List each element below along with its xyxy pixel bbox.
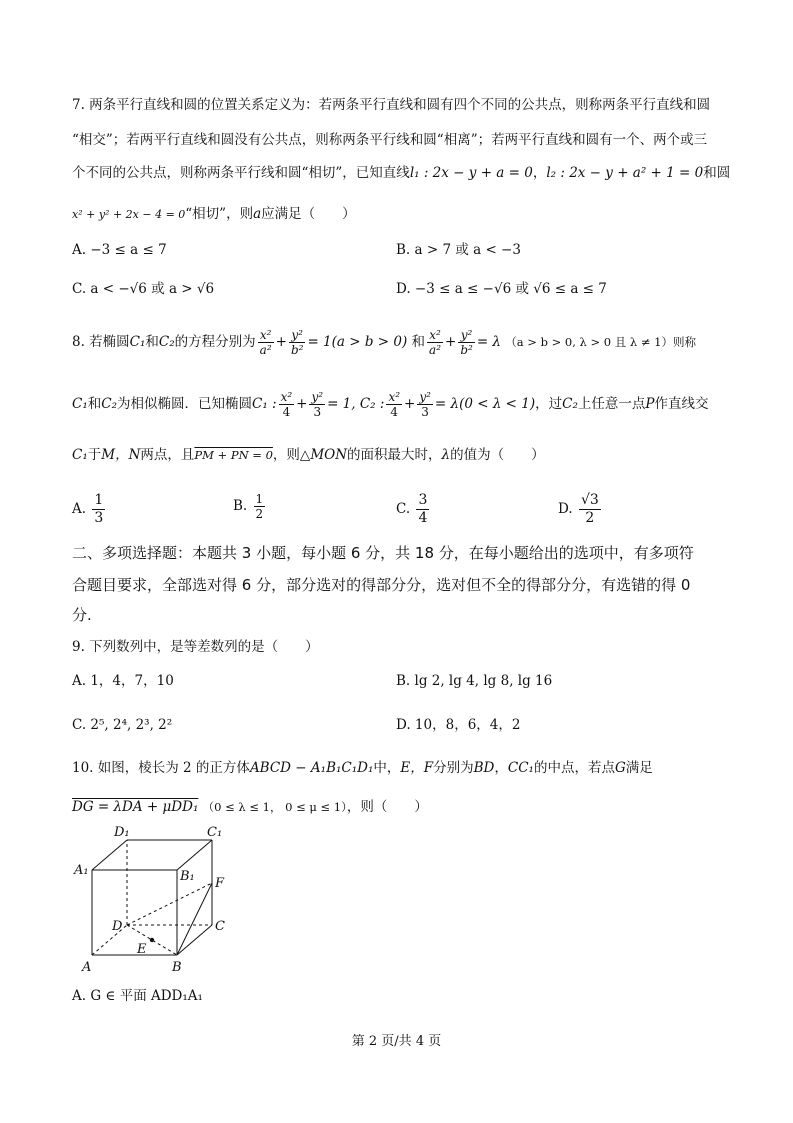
point-e [150, 938, 154, 942]
fraction: $\frac{\text{x²}}{4}$ [388, 390, 401, 419]
q7-line-3: 个不同的公共点，则称两条平行线和圆“相切”，已知直线l₁ : 2x − y + a = 0，l₂ : 2x − y + a² + 1 = 0和圆 [72, 165, 731, 181]
section-2-heading-line-3: 分. [72, 606, 92, 624]
q8-line-1: 8. 若椭圆C₁和C₂的方程分别为 $\frac{\text{x²}}{\text{a²}}$ + $\frac{\text{y²}}{\text{b²}}$ = 1(a > b > 0) 和 $\frac{\text{x²}}{\text{a²}}$ + $\frac{\text{y²}}{\text{b²}}$ = λ （a > b > 0, λ > 0 且 λ ≠ 1）则称 [72, 328, 696, 357]
q8-option-c: C. $\frac{3}{4}$ [396, 492, 428, 526]
label-a: A [82, 960, 92, 975]
fraction: $\frac{\text{y²}}{\text{b²}}$ [290, 328, 304, 357]
q9-option-c: C. 2⁵, 2⁴, 2³, 2² [72, 717, 173, 733]
line-l1-equation: l₁ : 2x − y + a = 0 [409, 165, 533, 181]
label-d1: D₁ [114, 825, 130, 840]
q8-option-a: A. $\frac{1}{3}$ [72, 492, 104, 526]
q10-line-1: 10. 如图，棱长为 2 的正方体ABCD − A₁B₁C₁D₁中，E，F分别为BD，CC₁的中点，若点G满足 [72, 760, 653, 776]
q9-option-d: D. 10，8，6，4，2 [396, 717, 521, 733]
fraction: $\frac{\text{y²}}{3}$ [311, 390, 324, 419]
section-2-heading-line-2: 合题目要求，全部选对得 6 分，部分选对的得部分分，选对但不全的得部分分，有选错的得 0 [72, 576, 691, 594]
q10-option-a: A. G ∈ 平面 ADD₁A₁ [72, 988, 203, 1004]
q9-option-a: A. 1，4，7，10 [72, 673, 174, 689]
q8-option-b: B. $\frac{1}{2}$ [233, 492, 264, 521]
edge-b1-c1 [177, 840, 212, 870]
label-b1: B₁ [180, 869, 195, 884]
q10-line-2: DG = λDA + μDD₁ （0 ≤ λ ≤ 1， 0 ≤ μ ≤ 1），则（ ） [72, 799, 428, 815]
section-2-heading-line-1: 二、多项选择题：本题共 3 小题，每小题 6 分，共 18 分，在每小题给出的选项中，有多项符 [72, 544, 694, 562]
q7-option-b: B. a > 7 或 a < −3 [396, 242, 521, 258]
q7-line-4: x² + y² + 2x − 4 = 0“相切”，则a应满足（ ） [72, 206, 356, 222]
segment-b-f [177, 883, 212, 955]
cube-name: ABCD − A₁B₁C₁D₁ [249, 760, 374, 776]
q8-line-2: C₁和C₂为相似椭圆．已知椭圆C₁ : $\frac{\text{x²}}{4}$ + $\frac{\text{y²}}{3}$ = 1, C₂ : $\frac{\text{x²}}{4}$ + $\frac{\text{y²}}{3}$ = λ(0 < λ < 1)，过C₂上任意一点P作直线交 [72, 390, 709, 419]
q7-line-2: “相交”；若两平行直线和圆没有公共点，则称两条平行线和圆“相离”；若两平行直线和圆有一个、两个或三 [72, 132, 708, 148]
vector-equation: PM + PN = 0 [194, 448, 273, 462]
label-b: B [172, 960, 182, 975]
q8-line-3: C₁于M，N两点，且PM + PN = 0，则△MON的面积最大时，λ的值为（ ） [72, 447, 545, 463]
segment-d-f-hidden [127, 883, 212, 925]
line-l2-equation: l₂ : 2x − y + a² + 1 = 0 [546, 165, 704, 181]
fraction: $\frac{\text{x²}}{\text{a²}}$ [259, 328, 272, 357]
label-e: E [137, 942, 147, 957]
cube-figure [72, 822, 242, 982]
label-c1: C₁ [207, 825, 223, 840]
label-d: D [112, 919, 123, 934]
q7-line-1: 7. 两条平行直线和圆的位置关系定义为：若两条平行直线和圆有四个不同的公共点，则称两条平行直线和圆 [72, 97, 711, 113]
q7-option-a: A. −3 ≤ a ≤ 7 [72, 242, 167, 258]
edge-a1-d1 [92, 840, 127, 870]
label-a1: A₁ [74, 863, 89, 878]
fraction: $\frac{\text{y²}}{\text{b²}}$ [460, 328, 473, 357]
page-footer: 第 2 页/共 4 页 [351, 1034, 442, 1049]
q9-stem: 9. 下列数列中，是等差数列的是（ ） [72, 639, 319, 655]
fraction: $\frac{\text{y²}}{3}$ [419, 390, 431, 419]
vector-condition: DG = λDA + μDD₁ [72, 799, 199, 815]
circle-equation: x² + y² + 2x − 4 = 0 [72, 208, 186, 221]
q9-option-b: B. lg 2, lg 4, lg 8, lg 16 [396, 673, 553, 689]
label-c: C [215, 919, 225, 934]
q8-option-d: D. $\frac{√3}{2}$ [558, 492, 599, 526]
q7-option-c: C. a < −√6 或 a > √6 [72, 281, 215, 297]
fraction: $\frac{\text{x²}}{\text{a²}}$ [429, 328, 442, 357]
label-f: F [215, 876, 225, 891]
q7-option-d: D. −3 ≤ a ≤ −√6 或 √6 ≤ a ≤ 7 [396, 281, 607, 297]
fraction: $\frac{\text{x²}}{4}$ [280, 390, 293, 419]
edge-b-c [177, 925, 212, 955]
